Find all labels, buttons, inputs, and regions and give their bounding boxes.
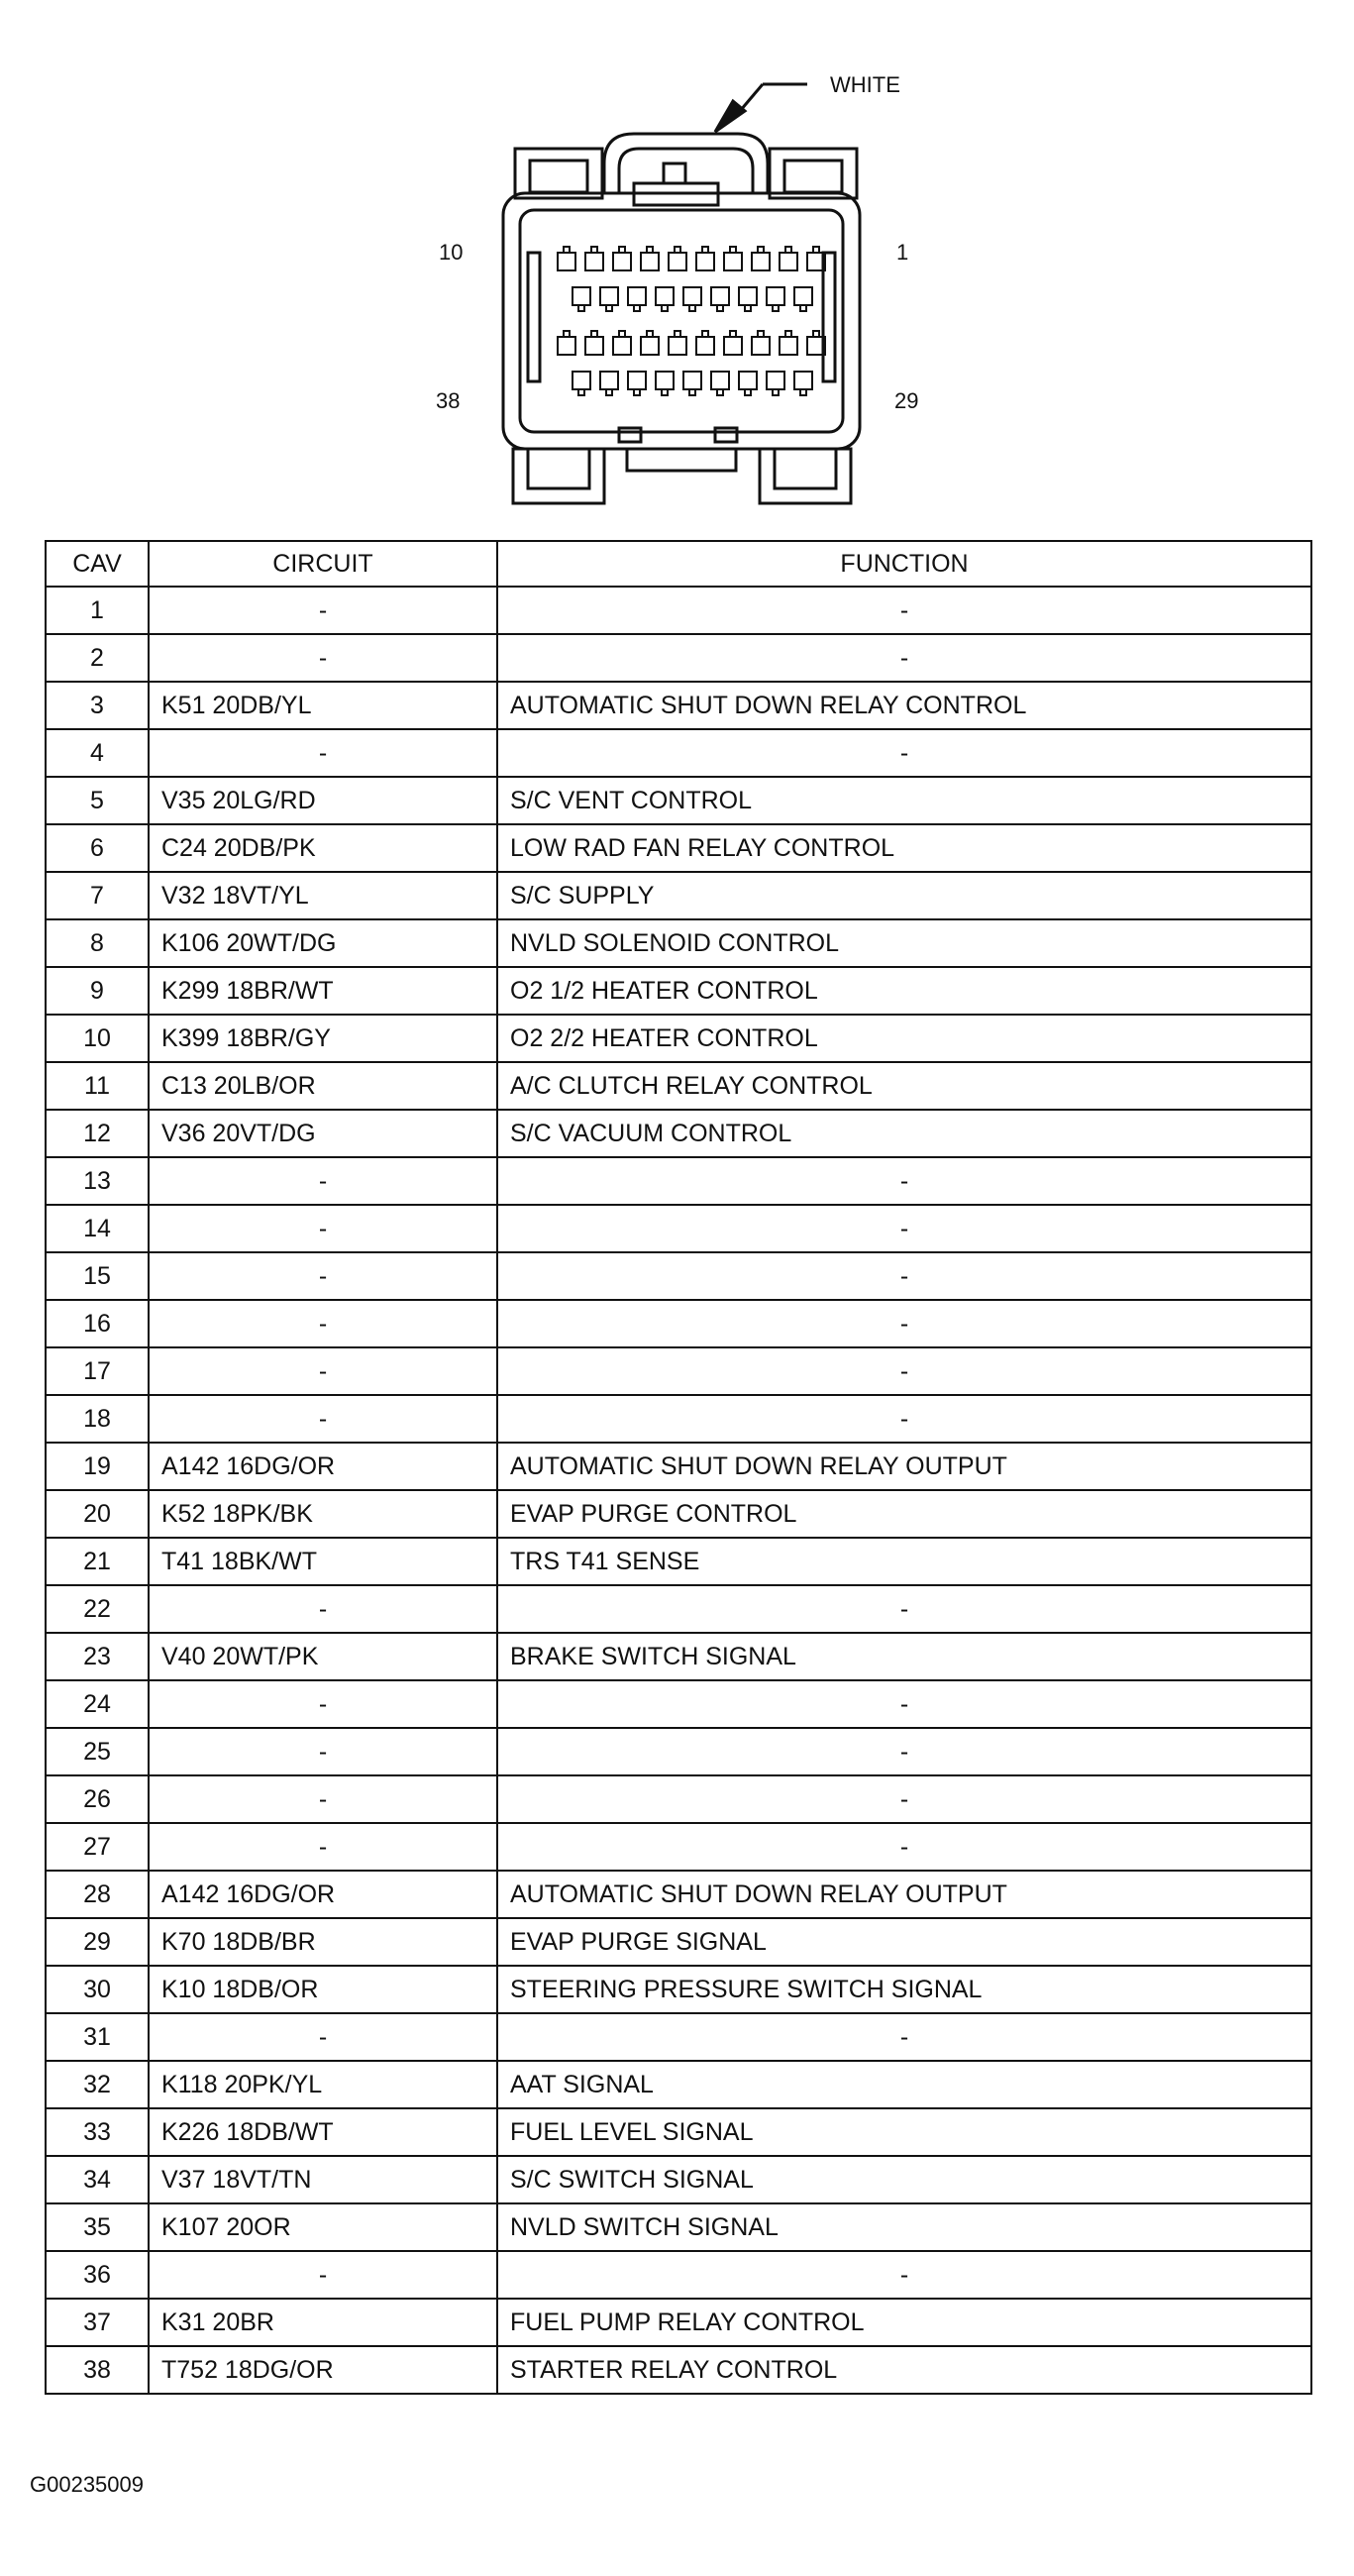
pin-cavity-tab (578, 305, 584, 311)
circuit-cell: - (149, 1347, 497, 1395)
cav-cell: 22 (46, 1585, 149, 1633)
cav-cell: 18 (46, 1395, 149, 1443)
pin-cavity-tab (647, 247, 653, 253)
cav-cell: 8 (46, 919, 149, 967)
pin-cavity-tab (730, 331, 736, 337)
pin-cavity-tab (745, 305, 751, 311)
figure-id: G00235009 (30, 2472, 144, 2497)
pin-cavity-tab (813, 247, 819, 253)
circuit-cell: - (149, 1395, 497, 1443)
function-cell: AUTOMATIC SHUT DOWN RELAY OUTPUT (497, 1871, 1311, 1918)
pin-cavity (683, 287, 701, 305)
function-cell: O2 1/2 HEATER CONTROL (497, 967, 1311, 1015)
pin-cavity-tab (675, 247, 680, 253)
circuit-cell: - (149, 2013, 497, 2061)
cav-cell: 5 (46, 777, 149, 824)
pin-cavity-tab (591, 331, 597, 337)
cav-cell: 26 (46, 1775, 149, 1823)
table-body (46, 587, 1311, 2394)
cav-cell: 1 (46, 587, 149, 634)
function-cell: S/C VENT CONTROL (497, 777, 1311, 824)
circuit-cell: A142 16DG/OR (149, 1871, 497, 1918)
pin-cavity-tab (564, 247, 570, 253)
pin-cavity (585, 253, 603, 270)
table-row (46, 1490, 1311, 1538)
pin-cavity-tab (578, 389, 584, 395)
pin-cavity-tab (619, 247, 625, 253)
pin-cavity-tab (564, 331, 570, 337)
circuit-cell: K106 20WT/DG (149, 919, 497, 967)
cav-cell: 38 (46, 2346, 149, 2394)
table-row (46, 1918, 1311, 1966)
circuit-cell: V37 18VT/TN (149, 2156, 497, 2203)
cav-cell: 7 (46, 872, 149, 919)
table-row (46, 1347, 1311, 1395)
cav-cell: 28 (46, 1871, 149, 1918)
circuit-cell: K51 20DB/YL (149, 682, 497, 729)
cav-cell: 4 (46, 729, 149, 777)
pin-cavity (739, 372, 757, 389)
header-circuit: CIRCUIT (149, 541, 497, 587)
pin-cavity-tab (717, 305, 723, 311)
table-row (46, 1443, 1311, 1490)
function-cell: A/C CLUTCH RELAY CONTROL (497, 1062, 1311, 1110)
circuit-cell: K399 18BR/GY (149, 1015, 497, 1062)
table-row (46, 2299, 1311, 2346)
pin-cavity (724, 253, 742, 270)
circuit-cell: T41 18BK/WT (149, 1538, 497, 1585)
table-row (46, 1871, 1311, 1918)
pin-cavities (558, 247, 825, 395)
pin-cavity (711, 372, 729, 389)
cav-cell: 15 (46, 1252, 149, 1300)
pin-cavity (573, 287, 590, 305)
pin-cavity (628, 372, 646, 389)
table-row (46, 2061, 1311, 2108)
table-row (46, 682, 1311, 729)
cav-cell: 24 (46, 1680, 149, 1728)
pin-cavity (794, 287, 812, 305)
function-cell: STEERING PRESSURE SWITCH SIGNAL (497, 1966, 1311, 2013)
pin-cavity (752, 253, 770, 270)
table-row (46, 1538, 1311, 1585)
pin-cavity (641, 253, 659, 270)
cav-cell: 36 (46, 2251, 149, 2299)
circuit-cell: - (149, 1205, 497, 1252)
pin-cavity-tab (619, 331, 625, 337)
pin-label-bottom-left: 38 (436, 388, 461, 413)
cav-cell: 9 (46, 967, 149, 1015)
cav-cell: 2 (46, 634, 149, 682)
pin-cavity-tab (675, 331, 680, 337)
table-row (46, 587, 1311, 634)
function-cell: EVAP PURGE CONTROL (497, 1490, 1311, 1538)
pin-cavity (656, 372, 674, 389)
pin-cavity (669, 337, 686, 355)
cav-cell: 19 (46, 1443, 149, 1490)
pin-cavity-tab (702, 247, 708, 253)
pin-cavity-tab (689, 305, 695, 311)
table-row (46, 1775, 1311, 1823)
pin-cavity (641, 337, 659, 355)
pin-cavity (767, 372, 784, 389)
pin-cavity-tab (634, 389, 640, 395)
connector-housing (503, 193, 860, 449)
pin-cavity (794, 372, 812, 389)
table-row (46, 2013, 1311, 2061)
table-row (46, 1157, 1311, 1205)
table-row (46, 1585, 1311, 1633)
header-function: FUNCTION (497, 541, 1311, 587)
function-cell: NVLD SWITCH SIGNAL (497, 2203, 1311, 2251)
function-cell: AAT SIGNAL (497, 2061, 1311, 2108)
circuit-cell: K31 20BR (149, 2299, 497, 2346)
table-row (46, 1680, 1311, 1728)
function-cell: - (497, 1775, 1311, 1823)
cav-cell: 10 (46, 1015, 149, 1062)
table-row (46, 1823, 1311, 1871)
pin-cavity-tab (591, 247, 597, 253)
circuit-cell: - (149, 729, 497, 777)
function-cell: - (497, 1728, 1311, 1775)
function-cell: - (497, 1823, 1311, 1871)
cav-cell: 29 (46, 1918, 149, 1966)
table-row (46, 1966, 1311, 2013)
cav-cell: 34 (46, 2156, 149, 2203)
circuit-cell: K299 18BR/WT (149, 967, 497, 1015)
pin-cavity-tab (745, 389, 751, 395)
cav-cell: 37 (46, 2299, 149, 2346)
function-cell: - (497, 1300, 1311, 1347)
circuit-cell: V40 20WT/PK (149, 1633, 497, 1680)
function-cell: AUTOMATIC SHUT DOWN RELAY OUTPUT (497, 1443, 1311, 1490)
pin-cavity-tab (773, 389, 779, 395)
pin-cavity-tab (800, 305, 806, 311)
pin-cavity-tab (785, 247, 791, 253)
function-cell: - (497, 1157, 1311, 1205)
cav-cell: 35 (46, 2203, 149, 2251)
circuit-cell: K107 20OR (149, 2203, 497, 2251)
circuit-cell: V32 18VT/YL (149, 872, 497, 919)
circuit-cell: K52 18PK/BK (149, 1490, 497, 1538)
pin-cavity (767, 287, 784, 305)
table-row (46, 1633, 1311, 1680)
cav-cell: 6 (46, 824, 149, 872)
cav-cell: 32 (46, 2061, 149, 2108)
pin-cavity-tab (730, 247, 736, 253)
cav-cell: 33 (46, 2108, 149, 2156)
pin-cavity-tab (813, 331, 819, 337)
pin-cavity (780, 253, 797, 270)
circuit-cell: - (149, 587, 497, 634)
pin-out-table (45, 540, 1312, 2395)
table-row (46, 1015, 1311, 1062)
table-row (46, 2203, 1311, 2251)
table-row (46, 2251, 1311, 2299)
pin-label-top-right: 1 (896, 240, 909, 265)
function-cell: - (497, 1205, 1311, 1252)
cav-cell: 16 (46, 1300, 149, 1347)
pin-cavity-tab (800, 389, 806, 395)
cav-cell: 20 (46, 1490, 149, 1538)
cav-cell: 14 (46, 1205, 149, 1252)
pin-cavity-tab (785, 331, 791, 337)
header-cav: CAV (46, 541, 149, 587)
function-cell: EVAP PURGE SIGNAL (497, 1918, 1311, 1966)
circuit-cell: V36 20VT/DG (149, 1110, 497, 1157)
pin-cavity (752, 337, 770, 355)
pin-cavity-tab (634, 305, 640, 311)
pin-cavity (613, 253, 631, 270)
pin-cavity (780, 337, 797, 355)
circuit-cell: - (149, 2251, 497, 2299)
function-cell: - (497, 1585, 1311, 1633)
circuit-cell: K226 18DB/WT (149, 2108, 497, 2156)
function-cell: - (497, 1395, 1311, 1443)
table-row (46, 872, 1311, 919)
pin-cavity-tab (647, 331, 653, 337)
pin-cavity-tab (689, 389, 695, 395)
circuit-cell: - (149, 1585, 497, 1633)
table-row (46, 634, 1311, 682)
pin-cavity (696, 337, 714, 355)
function-cell: AUTOMATIC SHUT DOWN RELAY CONTROL (497, 682, 1311, 729)
table-row (46, 2346, 1311, 2394)
function-cell: S/C SUPPLY (497, 872, 1311, 919)
cav-cell: 25 (46, 1728, 149, 1775)
circuit-cell: C13 20LB/OR (149, 1062, 497, 1110)
function-cell: S/C VACUUM CONTROL (497, 1110, 1311, 1157)
function-cell: - (497, 2251, 1311, 2299)
pin-cavity-tab (662, 389, 668, 395)
circuit-cell: A142 16DG/OR (149, 1443, 497, 1490)
pin-cavity-tab (662, 305, 668, 311)
circuit-cell: T752 18DG/OR (149, 2346, 497, 2394)
cav-cell: 12 (46, 1110, 149, 1157)
table-row (46, 1062, 1311, 1110)
pin-cavity (724, 337, 742, 355)
wire-arrow (715, 101, 745, 132)
circuit-cell: - (149, 1300, 497, 1347)
connector-diagram (0, 0, 1354, 535)
table-row (46, 1110, 1311, 1157)
circuit-cell: V35 20LG/RD (149, 777, 497, 824)
function-cell: - (497, 1347, 1311, 1395)
table-row (46, 2156, 1311, 2203)
cav-cell: 31 (46, 2013, 149, 2061)
function-cell: - (497, 1680, 1311, 1728)
pin-cavity (739, 287, 757, 305)
pin-cavity (696, 253, 714, 270)
pin-cavity-tab (758, 247, 764, 253)
circuit-cell: - (149, 1680, 497, 1728)
pin-cavity-tab (606, 305, 612, 311)
function-cell: - (497, 634, 1311, 682)
table-row (46, 1728, 1311, 1775)
pin-cavity (683, 372, 701, 389)
pin-cavity (613, 337, 631, 355)
pin-cavity-tab (758, 331, 764, 337)
pin-cavity (585, 337, 603, 355)
cav-cell: 21 (46, 1538, 149, 1585)
circuit-cell: K70 18DB/BR (149, 1918, 497, 1966)
function-cell: - (497, 1252, 1311, 1300)
circuit-cell: - (149, 1728, 497, 1775)
pin-cavity-tab (702, 331, 708, 337)
function-cell: - (497, 2013, 1311, 2061)
pin-cavity (600, 372, 618, 389)
function-cell: LOW RAD FAN RELAY CONTROL (497, 824, 1311, 872)
function-cell: FUEL PUMP RELAY CONTROL (497, 2299, 1311, 2346)
circuit-cell: - (149, 1252, 497, 1300)
table-row (46, 1205, 1311, 1252)
table-row (46, 777, 1311, 824)
cav-cell: 3 (46, 682, 149, 729)
pin-cavity (711, 287, 729, 305)
table-header-row (46, 541, 1311, 587)
function-cell: BRAKE SWITCH SIGNAL (497, 1633, 1311, 1680)
function-cell: STARTER RELAY CONTROL (497, 2346, 1311, 2394)
cav-cell: 27 (46, 1823, 149, 1871)
circuit-cell: - (149, 1157, 497, 1205)
function-cell: O2 2/2 HEATER CONTROL (497, 1015, 1311, 1062)
pin-cavity (669, 253, 686, 270)
pin-cavity (628, 287, 646, 305)
wire-color-label: WHITE (830, 72, 900, 97)
table-row (46, 2108, 1311, 2156)
pin-cavity (656, 287, 674, 305)
function-cell: - (497, 587, 1311, 634)
table-row (46, 1395, 1311, 1443)
pin-label-bottom-right: 29 (894, 388, 919, 413)
pin-cavity-tab (717, 389, 723, 395)
table-row (46, 1252, 1311, 1300)
circuit-cell: K118 20PK/YL (149, 2061, 497, 2108)
pin-label-top-left: 10 (439, 240, 464, 265)
table-row (46, 1300, 1311, 1347)
circuit-cell: - (149, 1823, 497, 1871)
cav-cell: 11 (46, 1062, 149, 1110)
function-cell: FUEL LEVEL SIGNAL (497, 2108, 1311, 2156)
table-row (46, 824, 1311, 872)
pin-cavity (558, 337, 575, 355)
circuit-cell: - (149, 1775, 497, 1823)
table-row (46, 967, 1311, 1015)
cav-cell: 17 (46, 1347, 149, 1395)
function-cell: NVLD SOLENOID CONTROL (497, 919, 1311, 967)
circuit-cell: - (149, 634, 497, 682)
function-cell: TRS T41 SENSE (497, 1538, 1311, 1585)
pin-cavity (573, 372, 590, 389)
table-row (46, 729, 1311, 777)
pin-cavity-tab (773, 305, 779, 311)
circuit-cell: K10 18DB/OR (149, 1966, 497, 2013)
function-cell: S/C SWITCH SIGNAL (497, 2156, 1311, 2203)
cav-cell: 13 (46, 1157, 149, 1205)
circuit-cell: C24 20DB/PK (149, 824, 497, 872)
function-cell: - (497, 729, 1311, 777)
pin-cavity (558, 253, 575, 270)
table-row (46, 919, 1311, 967)
pin-cavity (600, 287, 618, 305)
cav-cell: 23 (46, 1633, 149, 1680)
pin-cavity-tab (606, 389, 612, 395)
cav-cell: 30 (46, 1966, 149, 2013)
